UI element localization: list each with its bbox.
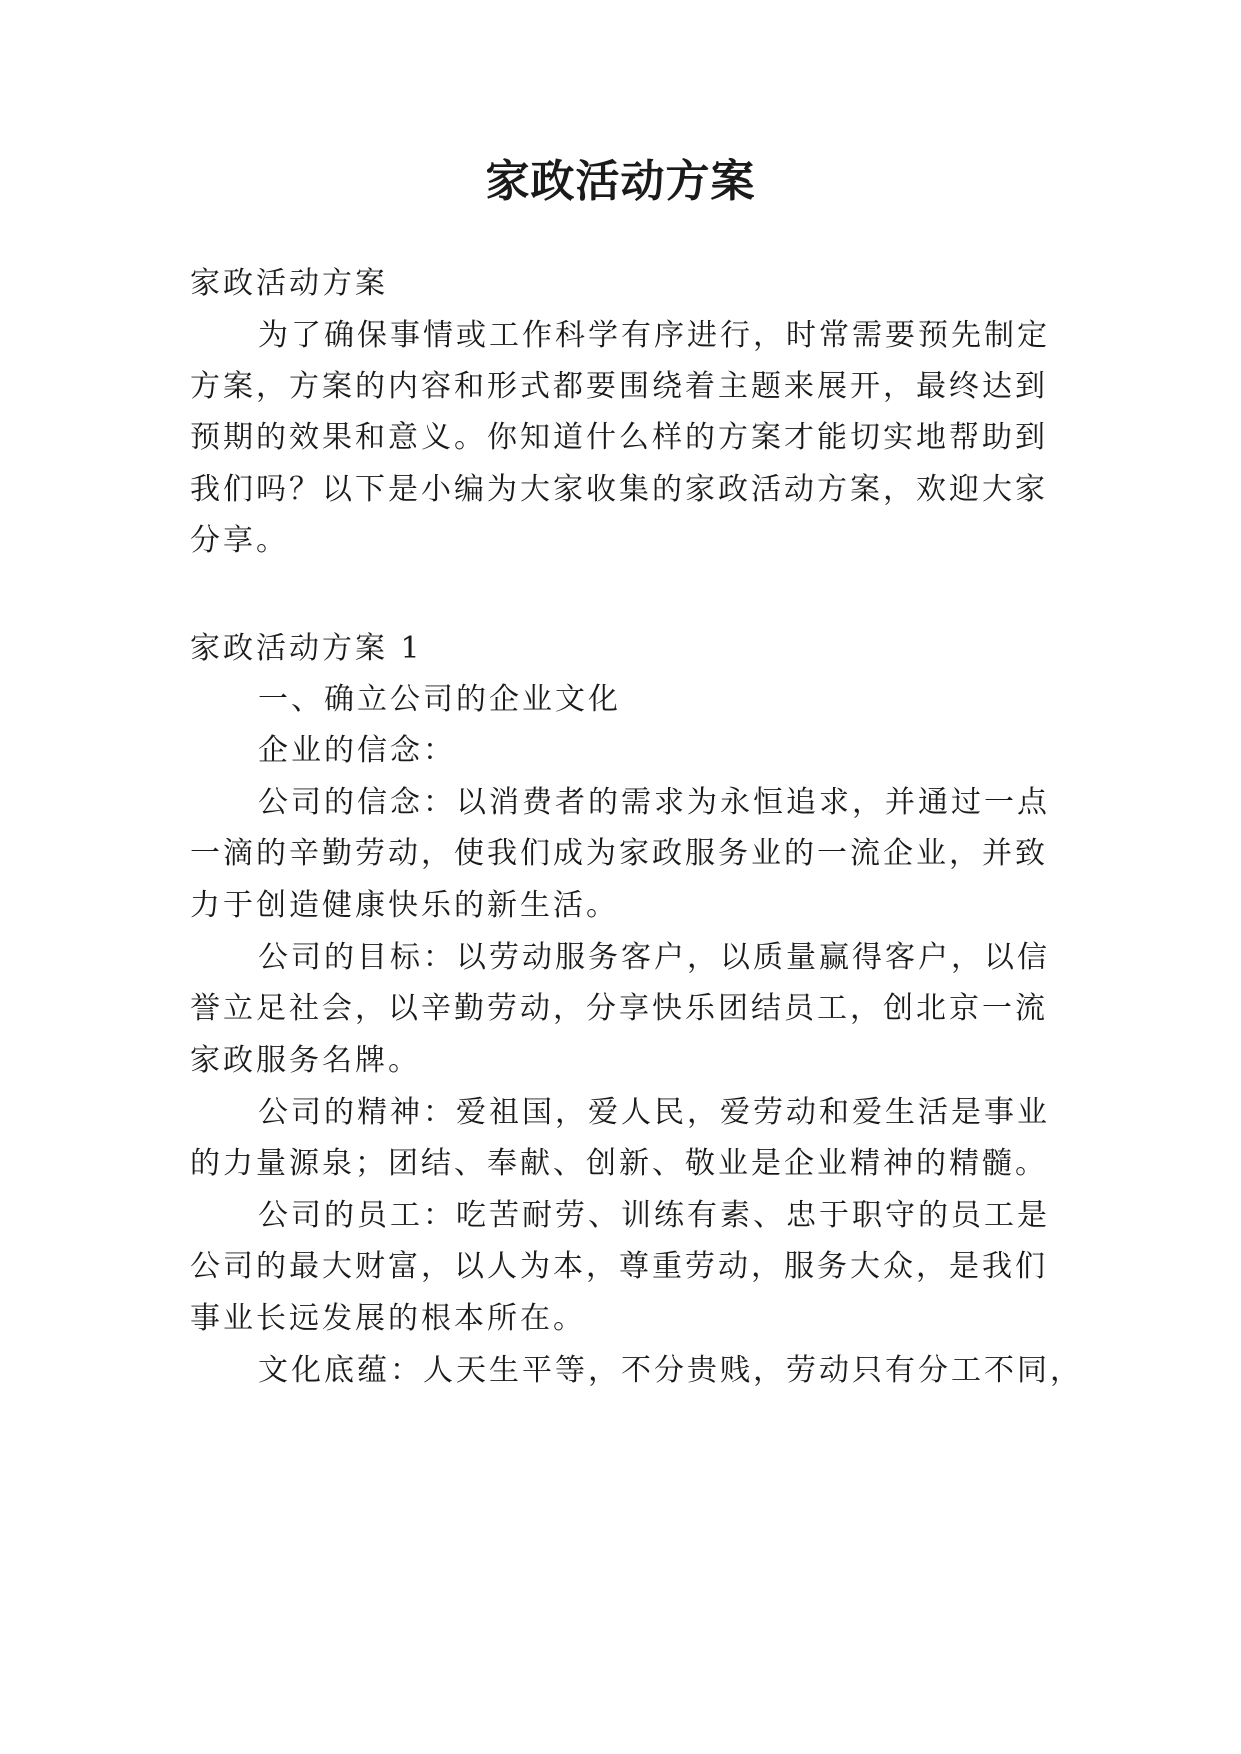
intro-line-5: 分享。 [190, 523, 289, 558]
belief-line-1: 公司的信念：以消费者的需求为永恒追求，并通过一点 [258, 785, 1050, 820]
staff-line-2: 公司的最大财富，以人为本，尊重劳动，服务大众，是我们 [190, 1249, 1048, 1284]
intro-line-2: 方案，方案的内容和形式都要围绕着主题来展开，最终达到 [190, 369, 1048, 404]
intro-line-4: 我们吗？以下是小编为大家收集的家政活动方案，欢迎大家 [190, 472, 1048, 507]
staff-line-1: 公司的员工：吃苦耐劳、训练有素、忠于职守的员工是 [258, 1198, 1050, 1233]
goal-line-1: 公司的目标：以劳动服务客户，以质量赢得客户，以信 [258, 940, 1050, 975]
staff-line-3: 事业长远发展的根本所在。 [190, 1301, 586, 1336]
belief-line-3: 力于创造健康快乐的新生活。 [190, 888, 619, 923]
document-subtitle: 家政活动方案 [190, 266, 388, 301]
culture-line: 文化底蕴：人天生平等，不分贵贱，劳动只有分工不同， [258, 1353, 1083, 1388]
spirit-line-2: 的力量源泉；团结、奉献、创新、敬业是企业精神的精髓。 [190, 1146, 1048, 1181]
goal-line-2: 誉立足社会，以辛勤劳动，分享快乐团结员工，创北京一流 [190, 991, 1048, 1026]
belief-label: 企业的信念： [258, 733, 456, 768]
document-title: 家政活动方案 [485, 156, 756, 207]
intro-line-3: 预期的效果和意义。你知道什么样的方案才能切实地帮助到 [190, 420, 1048, 455]
item-heading: 一、确立公司的企业文化 [258, 682, 621, 717]
spirit-line-1: 公司的精神：爱祖国，爱人民，爱劳动和爱生活是事业 [258, 1095, 1050, 1130]
belief-line-2: 一滴的辛勤劳动，使我们成为家政服务业的一流企业，并致 [190, 836, 1048, 871]
goal-line-3: 家政服务名牌。 [190, 1043, 421, 1078]
intro-line-1: 为了确保事情或工作科学有序进行，时常需要预先制定 [258, 318, 1050, 353]
section-heading: 家政活动方案 1 [190, 631, 423, 666]
